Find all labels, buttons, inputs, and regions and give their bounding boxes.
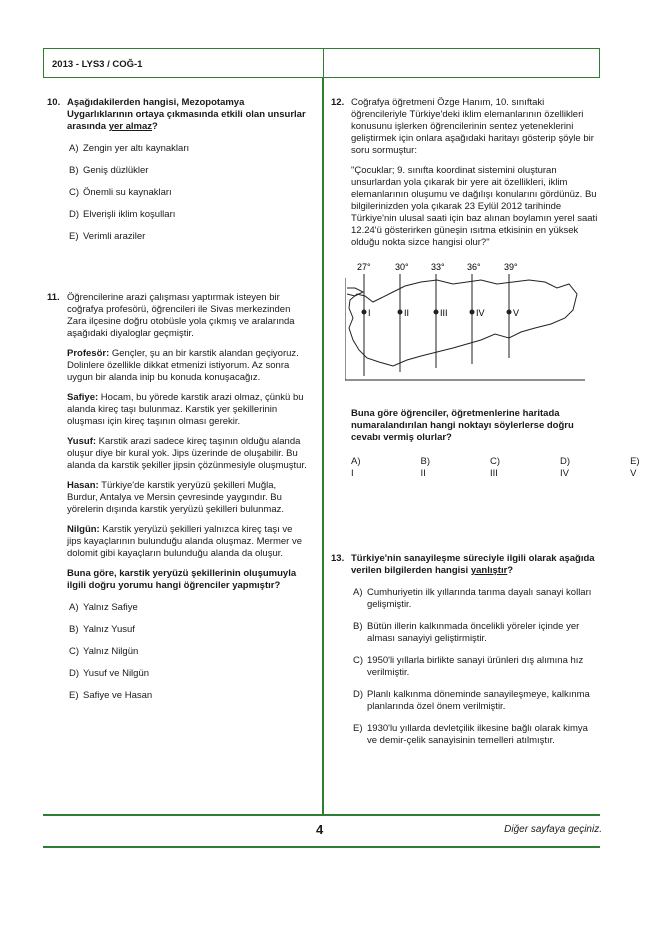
option-e[interactable]: E) 1930'lu yıllarda devletçilik ilkesine bağlı olarak kimya ve demir-çelik sanayisinin temelleri atılmıştır. [353,723,588,746]
option-e[interactable]: E) Safiye ve Hasan [69,690,153,701]
option-a[interactable]: A) Cumhuriyetin ilk yıllarında tarıma dayalı sanayi kolları gelişmiştir. [353,587,592,610]
option-b[interactable]: B) Geniş düzlükler [69,165,149,176]
turkey-map [345,258,585,398]
point-label: IV [476,308,485,318]
dialog-line: Hasan: Türkiye'de karstik yeryüzü şekilleri Muğla, Burdur, Antalya ve Mersin çevresinde yaygındır. Bu yörelerin dışında karstik yeryüzü şekilleri bulunmaz. [67,480,285,515]
dialog-line: Profesör: Gençler, şu an bir karstik alandan geçiyoruz. Dolinlere özellikle dikkat etmenizi istiyorum. Az sonra uygun bir alanda inip bu konuda konuşacağız. [67,348,299,383]
next-page-note: Diğer sayfaya geçiniz. [504,824,602,835]
question-intro: Coğrafya öğretmeni Özge Hanım, 10. sınıftaki öğrencileriyle Türkiye'deki iklim elemanlarının özellikleri konusunu işlerken öğrencilerinin sentez yeteneklerini geliştirmek için onlara aşağıdaki haritayı gösterip şöyle bir soru sormuştur: [351,97,594,156]
question-intro: Öğrencilerine arazi çalışması yaptırmak isteyen bir coğrafya profesörü, öğrencileri ile Sivas merkezinden Zara ilçesine doğru otobüsle yola çıkmış ve aralarında aşağıdaki diyaloglar geçmiştir. [67,292,295,339]
longitude-label: 30° [395,262,409,272]
longitude-label: 27° [357,262,371,272]
option-b[interactable]: B) II [420,456,430,479]
question-number: 13. [331,553,345,564]
option-row [351,456,640,480]
option-e[interactable]: E) Verimli araziler [69,231,146,242]
question-number: 12. [331,97,345,108]
footer-rule-top [43,814,600,816]
column-divider [322,78,324,814]
footer-rule-bottom [43,846,600,848]
teacher-quote: "Çocuklar; 9. sınıfta koordinat sistemini oluşturan unsurlardan yola çıkarak bir yere ait özellikleri, iklim elemanlarının oluşumu ve dağılışı konularını gördünüz. Bu bilgilerinizden yola çıkarak 23 Eylül 2012 tarihinde Türkiye'nin ulusal saati için baz alınan boylamın yerel saati 12.24'ü gösterirken güneşin ısıtma etkisinin en yüksek olduğu nokta sizce hangisi olur?" [351,165,598,248]
question-number: 11. [47,292,60,303]
option-b[interactable]: B) Bütün illerin kalkınmada öncelikli yöreler içinde yer alması sanayiyi geliştirmiştir. [353,621,580,644]
option-c[interactable]: C) III [490,456,501,479]
map-point [507,310,512,315]
point-label: II [404,308,410,318]
option-d[interactable]: D) Elverişli iklim koşulları [69,209,176,220]
dialog-line: Safiye: Hocam, bu yörede karstik arazi olmaz, çünkü bu alanda kireç taşı bulunmaz. Karstik yer şekillerinin oluşması için kireç taşının olması gerekir. [67,392,304,427]
point-label: III [440,308,448,318]
map-point [470,310,475,315]
question-12 [331,97,599,249]
longitude-label: 39° [504,262,518,272]
option-e[interactable]: E) V [630,456,640,479]
question-prompt: Buna göre, karstik yeryüzü şekillerinin oluşumuyla ilgili doğru yorumu hangi öğrenciler yapmıştır? [67,568,297,591]
point-label: I [368,308,371,318]
question-prompt: Buna göre öğrenciler, öğretmenlerine haritada numaralandırılan hangi noktayı söylerlerse doğru cevabı vermiş olurlar? [351,408,574,443]
page-number: 4 [316,822,324,837]
question-10 [47,97,309,243]
option-c[interactable]: C) Önemli su kaynakları [69,187,172,198]
option-b[interactable]: B) Yalnız Yusuf [69,624,135,635]
dialog-line: Yusuf: Karstik arazi sadece kireç taşının olduğu alanda oluşur diye bir kural yok. Jips üzerinde de oluşabilir. Bu alanda da karstik şekiller jipsin çözünmesiyle oluşmuştur. [67,436,307,471]
option-a[interactable]: A) Yalnız Safiye [69,602,138,613]
map-point [362,310,367,315]
longitude-label: 36° [467,262,481,272]
dialog-line: Nilgün: Karstik yeryüzü şekilleri yalnızca kireç taşı ve jips kayaçlarının bulunduğu alanda oluşmaz. Mermer ve dolomit gibi kayaçların bulunduğu alanda da oluşur. [67,524,302,559]
option-a[interactable]: A) I [351,456,361,479]
map-point [398,310,403,315]
map-point [434,310,439,315]
option-d[interactable]: D) Planlı kalkınma döneminde sanayileşmeye, kalkınma planlarında özel önem verilmiştir. [353,689,590,712]
longitude-label: 33° [431,262,445,272]
question-number: 10. [47,97,61,108]
option-d[interactable]: D) Yusuf ve Nilgün [69,668,150,679]
option-c[interactable]: C) Yalnız Nilgün [69,646,139,657]
option-c[interactable]: C) 1950'li yıllarla birlikte sanayi ürünleri dış alımına hız verilmiştir. [353,655,584,678]
question-stem: Aşağıdakilerden hangisi, Mezopotamya Uygarlıklarının ortaya çıkmasında etkili olan unsurlar arasında yer almaz? [67,97,306,132]
option-a[interactable]: A) Zengin yer altı kaynakları [69,143,190,154]
point-label: V [513,308,520,318]
option-d[interactable]: D) IV [560,456,571,479]
country-outline [349,280,577,366]
question-13 [331,553,599,747]
question-12-prompt [331,408,640,480]
question-stem: Türkiye'nin sanayileşme süreciyle ilgili olarak aşağıda verilen bilgilerden hangisi yanlıştır? [351,553,595,576]
question-11 [47,292,309,702]
page-header [43,48,600,78]
exam-code: 2013 - LYS3 / COĞ-1 [44,49,324,77]
